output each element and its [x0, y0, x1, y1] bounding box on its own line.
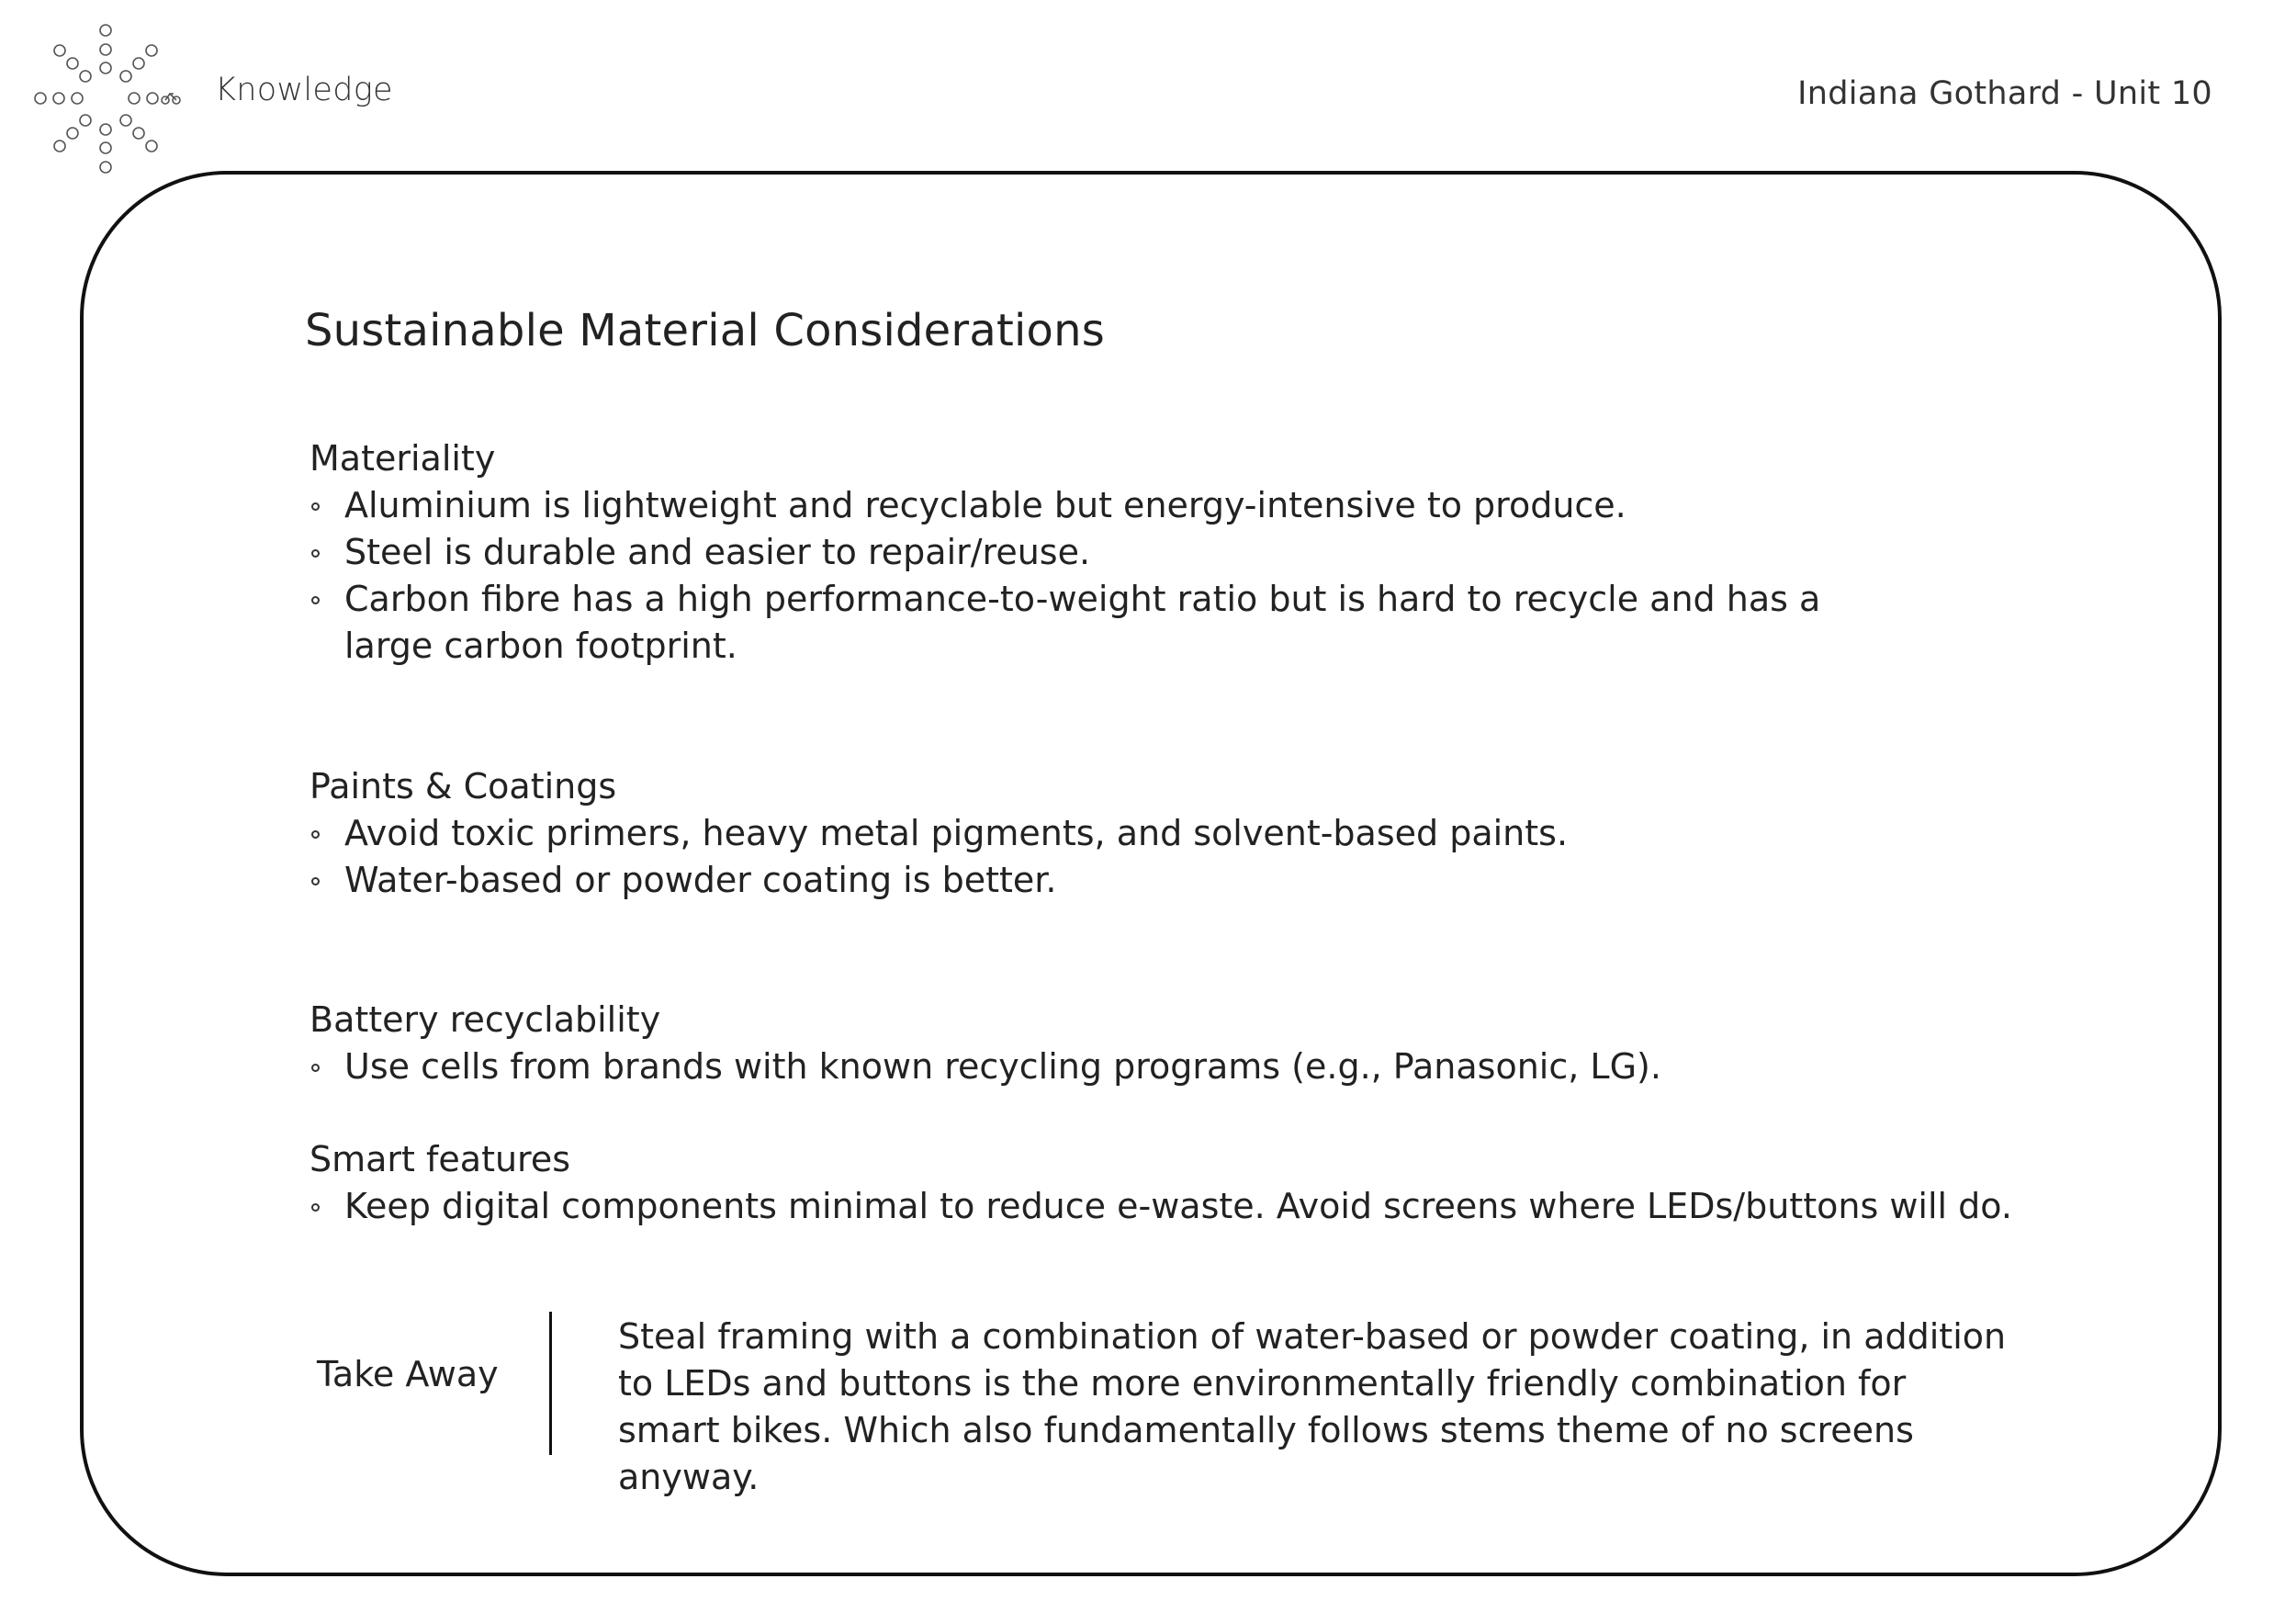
section-label: Knowledge	[215, 72, 393, 108]
list-item-text: Water-based or powder coating is better.	[344, 860, 1057, 900]
list-item	[310, 1043, 2054, 1090]
paints-coatings-section	[310, 763, 2054, 904]
bullet-circle-icon	[311, 596, 320, 604]
section-heading: Battery recyclability	[310, 999, 661, 1040]
bullet-circle-icon	[311, 549, 320, 558]
list-item-text: Steel is durable and easier to repair/reuse.	[344, 532, 1091, 572]
list-item	[310, 482, 2054, 529]
list-item	[310, 810, 2054, 857]
list-item	[310, 529, 2054, 576]
list-item-text: Keep digital components minimal to reduce e-waste. Avoid screens where LEDs/buttons will do.	[344, 1186, 2012, 1226]
list-item-text: Aluminium is lightweight and recyclable but energy-intensive to produce.	[344, 485, 1626, 525]
bullet-circle-icon	[311, 830, 320, 839]
bullet-circle-icon	[311, 1203, 320, 1212]
bullet-list	[310, 1043, 2054, 1090]
page-title: Sustainable Material Considerations	[305, 305, 1105, 356]
list-item-text: Avoid toxic primers, heavy metal pigments, and solvent-based paints.	[344, 813, 1569, 853]
list-item-text: Use cells from brands with known recycling programs (e.g., Panasonic, LG).	[344, 1046, 1661, 1087]
list-item	[310, 1183, 2054, 1230]
section-heading: Materiality	[310, 438, 496, 479]
smart-features-section	[310, 1136, 2054, 1230]
bike-burst-logo-icon	[28, 20, 184, 176]
bullet-circle-icon	[311, 877, 320, 885]
bullet-circle-icon	[311, 1064, 320, 1072]
author-unit-label: Indiana Gothard - Unit 10	[1797, 75, 2212, 112]
materiality-section	[310, 435, 2054, 670]
bullet-circle-icon	[311, 502, 320, 511]
section-heading: Smart features	[310, 1139, 571, 1179]
bullet-list	[310, 810, 2054, 904]
section-heading: Paints & Coatings	[310, 766, 617, 806]
bullet-list	[310, 1183, 2054, 1230]
list-item	[310, 857, 2054, 904]
bullet-list	[310, 482, 2054, 670]
takeaway-divider	[549, 1312, 552, 1455]
takeaway-text: Steal framing with a combination of water-based or powder coating, in addition to LEDs and buttons is the more environmentally friendly combination for smart bikes. Which also fundamentally follows stems theme of no screens anyway.	[618, 1316, 2007, 1497]
battery-section	[310, 997, 2054, 1090]
list-item	[310, 576, 1906, 670]
takeaway-label: Take Away	[317, 1354, 499, 1394]
list-item-text: Carbon fibre has a high performance-to-weight ratio but is hard to recycle and has a large carbon footprint.	[344, 579, 1821, 666]
